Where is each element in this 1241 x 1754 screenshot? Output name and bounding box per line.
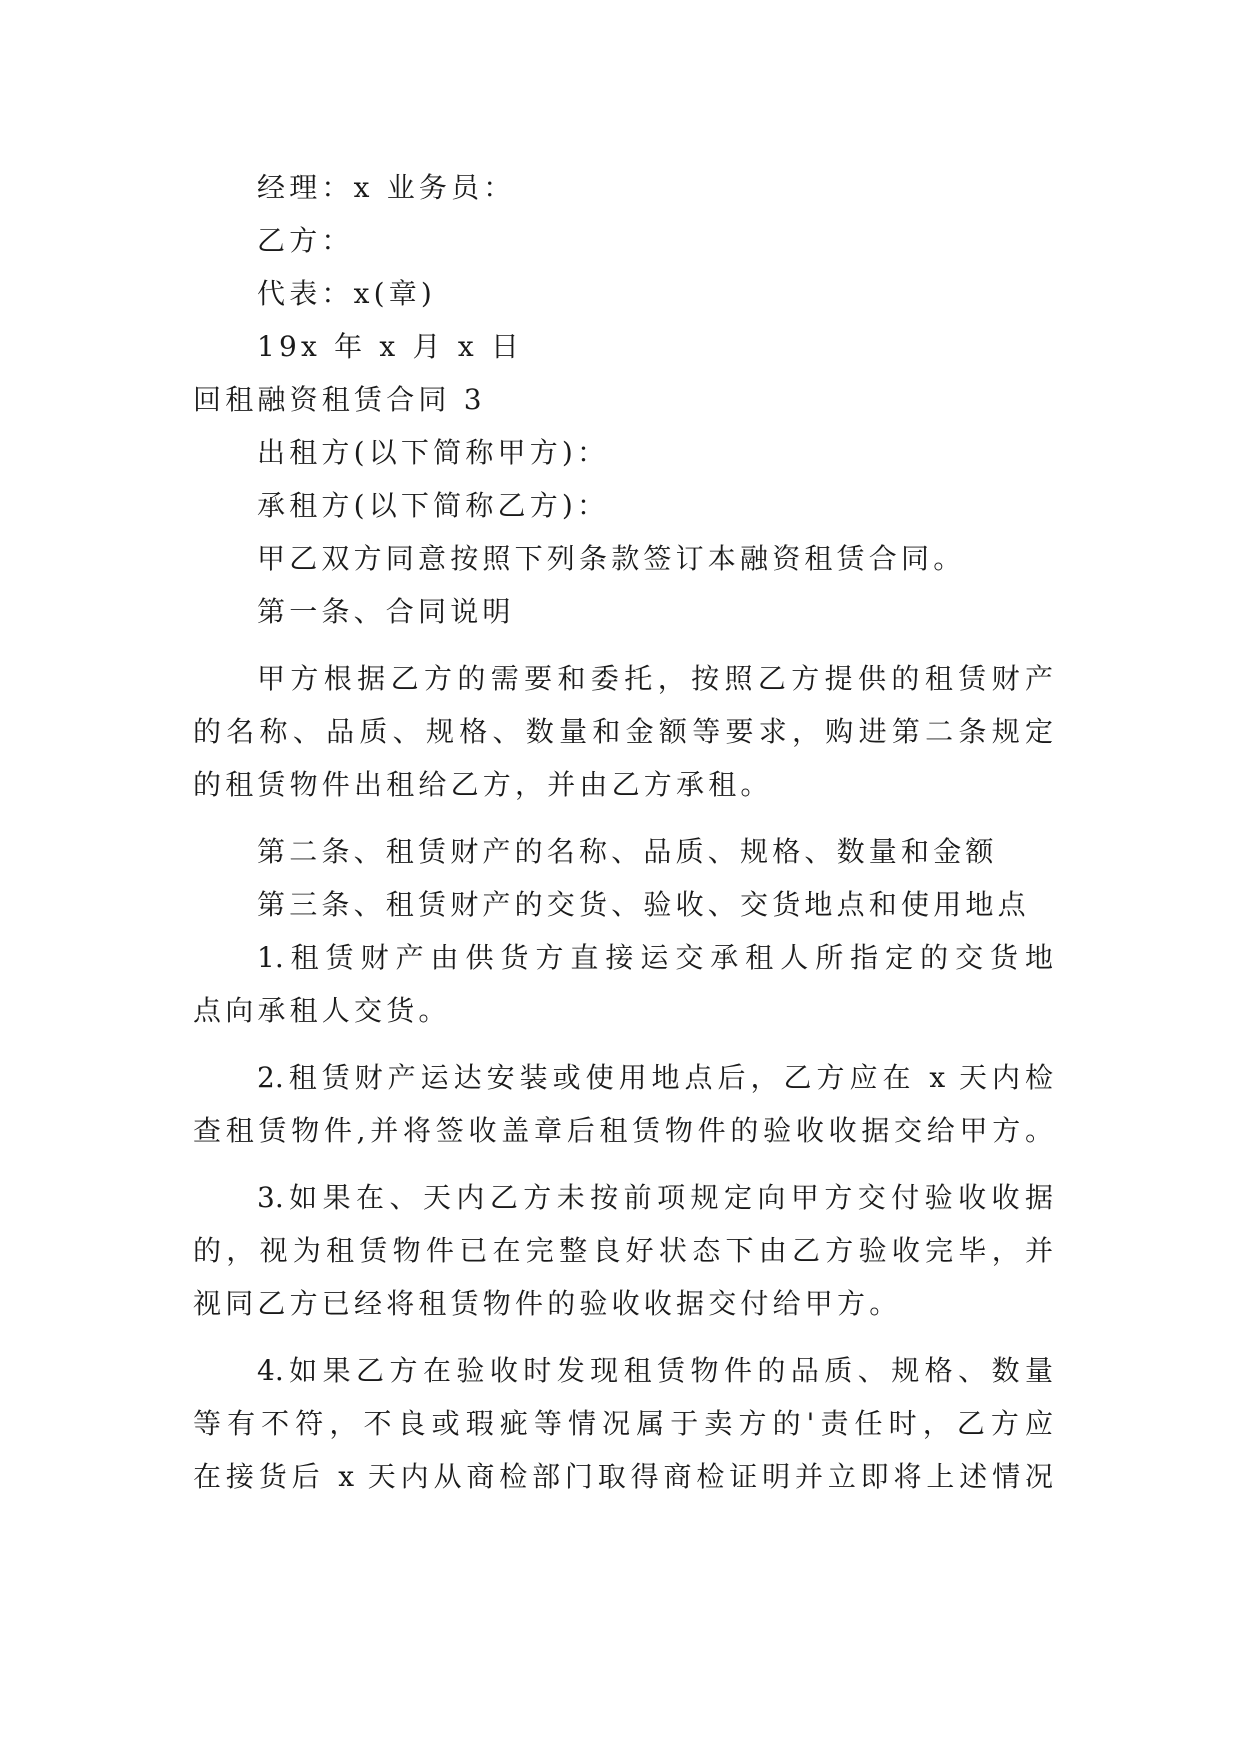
clause-3-line-2: 的，视为租赁物件已在完整良好状态下由乙方验收完毕，并 — [193, 1234, 1053, 1267]
clause-1-line-1: 1.租赁财产由供货方直接运交承租人所指定的交货地 — [257, 941, 1053, 974]
lessor-line: 出租方(以下简称甲方)： — [257, 436, 610, 469]
article-3-heading: 第三条、租赁财产的交货、验收、交货地点和使用地点 — [257, 888, 1030, 921]
clause-4-line-2: 等有不符，不良或瑕疵等情况属于卖方的'责任时，乙方应 — [193, 1407, 1053, 1440]
clause-4-line-1: 4.如果乙方在验收时发现租赁物件的品质、规格、数量 — [257, 1354, 1053, 1387]
party-b-line: 乙方： — [257, 224, 354, 257]
clause-2-line-1: 2.租赁财产运达安装或使用地点后，乙方应在 x 天内检 — [257, 1061, 1053, 1094]
clause-4-line-3: 在接货后 x 天内从商检部门取得商检证明并立即将上述情况 — [193, 1460, 1053, 1493]
article-1-text-line-1: 甲方根据乙方的需要和委托，按照乙方提供的租赁财产 — [257, 662, 1053, 695]
clause-1-line-2: 点向承租人交货。 — [193, 994, 451, 1027]
article-2-heading: 第二条、租赁财产的名称、品质、规格、数量和金额 — [257, 835, 998, 868]
signature-manager-line: 经理：x 业务员： — [257, 171, 516, 204]
document-body — [193, 158, 1053, 1574]
article-1-text-line-3: 的租赁物件出租给乙方，并由乙方承租。 — [193, 768, 773, 801]
date-line: 19x 年 x 月 x 日 — [257, 330, 524, 363]
article-1-text-line-2: 的名称、品质、规格、数量和金额等要求，购进第二条规定 — [193, 715, 1053, 748]
clause-3-line-1: 3.如果在、天内乙方未按前项规定向甲方交付验收收据 — [257, 1181, 1053, 1214]
clause-3-line-3: 视同乙方已经将租赁物件的验收收据交付给甲方。 — [193, 1287, 902, 1320]
article-1-heading: 第一条、合同说明 — [257, 595, 515, 628]
agreement-intro: 甲乙双方同意按照下列条款签订本融资租赁合同。 — [257, 542, 966, 575]
representative-line: 代表：x(章) — [257, 277, 437, 310]
clause-2-line-2: 查租赁物件,并将签收盖章后租赁物件的验收收据交给甲方。 — [193, 1114, 1053, 1147]
contract-title: 回租融资租赁合同 3 — [193, 383, 486, 416]
lessee-line: 承租方(以下简称乙方)： — [257, 489, 610, 522]
